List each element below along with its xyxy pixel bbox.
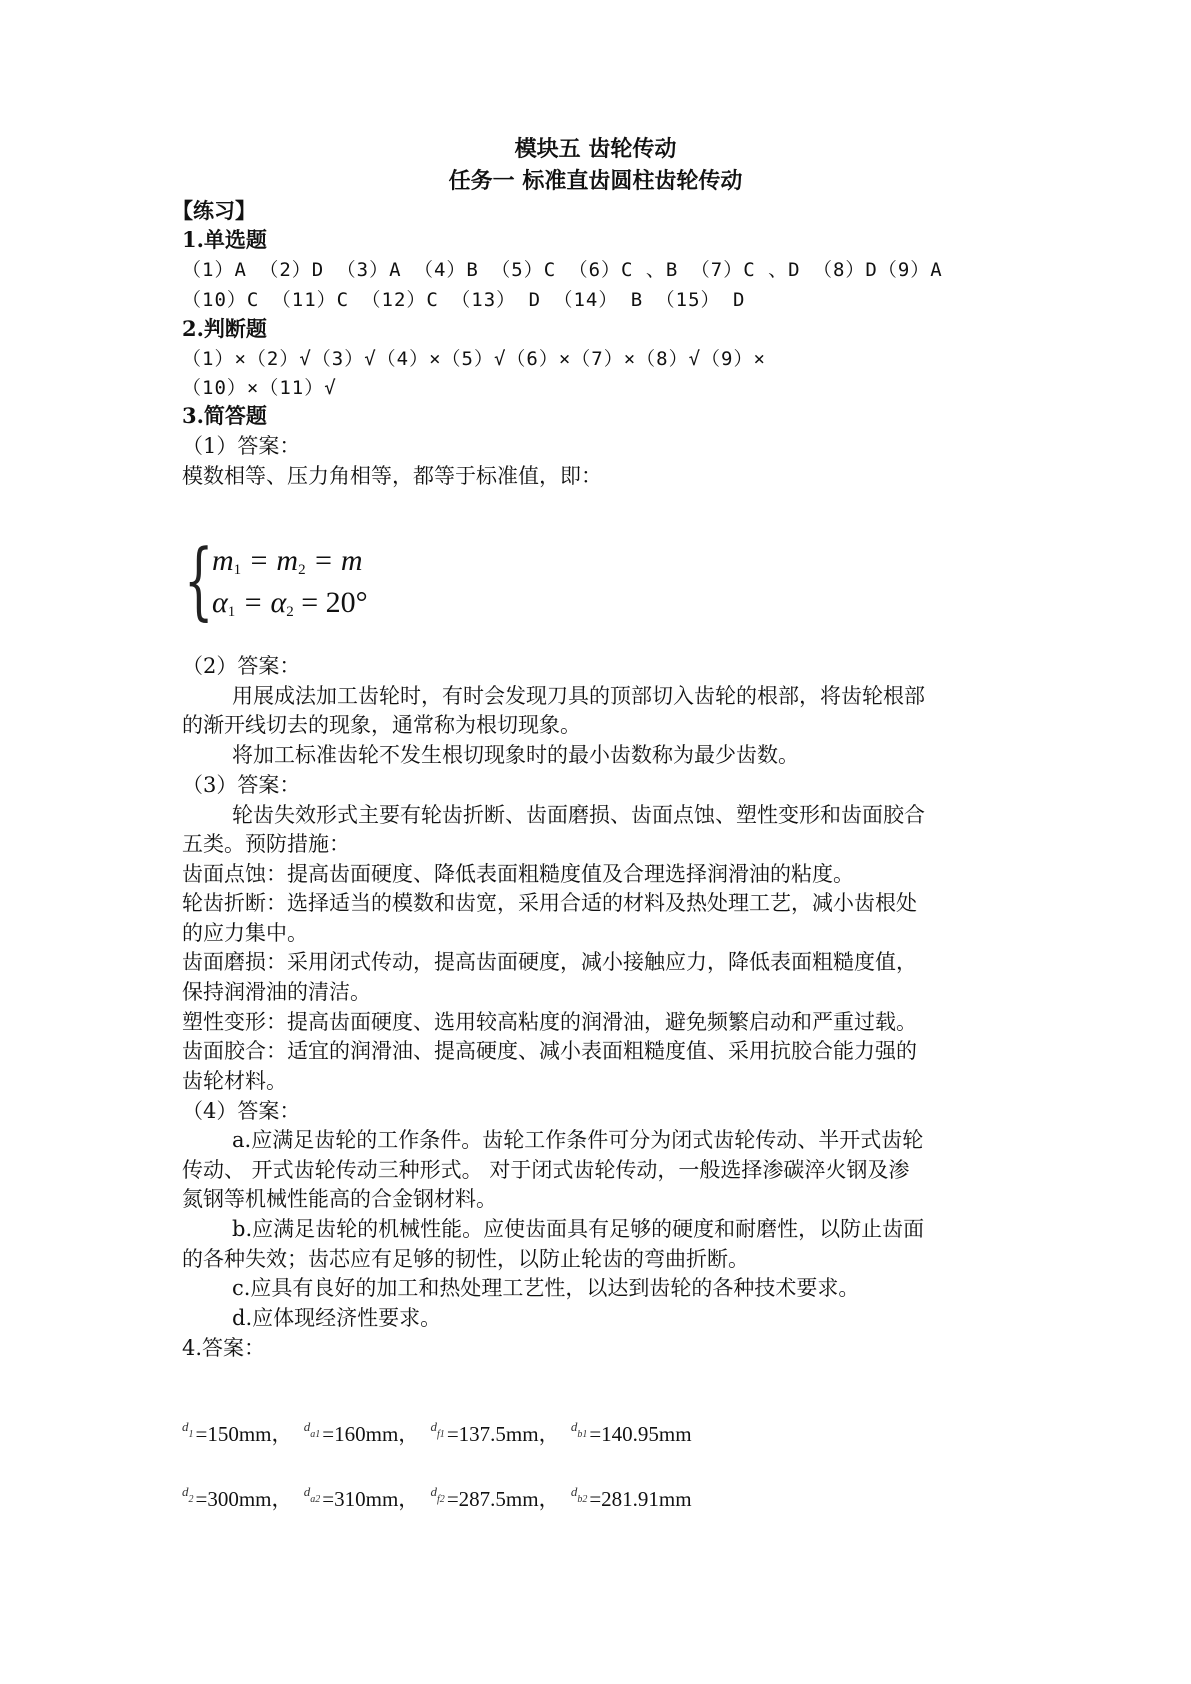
q4-b-line2: 的各种失效；齿芯应有足够的韧性，以防止轮齿的弯曲折断。 xyxy=(182,1247,749,1271)
q4-d: d.应体现经济性要求。 xyxy=(232,1306,442,1330)
equation-pressure-angle: $\alpha_1 = \alpha_2 = 20^\circ$ xyxy=(212,586,368,620)
q4-label: （4）答案： xyxy=(182,1099,301,1123)
equation-modulus: $m_1 = m_2 = m$ xyxy=(212,544,363,578)
q1-text: 模数相等、压力角相等，都等于标准值，即： xyxy=(182,464,602,488)
result-d1: $^d$1=150mm， xyxy=(182,1419,293,1446)
q4-a-line2: 传动、 开式齿轮传动三种形式。 对于闭式齿轮传动，一般选择渗碳淬火钢及渗 xyxy=(182,1158,910,1182)
result-db2: $^d$b2=281.91mm xyxy=(570,1484,692,1511)
q4-a-line3: 氮钢等机械性能高的合金钢材料。 xyxy=(182,1187,497,1211)
q4-b-line1: b.应满足齿轮的机械性能。应使齿面具有足够的硬度和耐磨性，以防止齿面 xyxy=(232,1217,925,1241)
results-row-2 xyxy=(182,1483,692,1513)
result-df1: $^d$f1=137.5mm， xyxy=(430,1419,560,1446)
q3-line4: 轮齿折断：选择适当的模数和齿宽，采用合适的材料及热处理工艺，减小齿根处 xyxy=(182,891,917,915)
q3-para1-line2: 五类。预防措施： xyxy=(182,832,350,856)
q3-line9: 齿面胶合：适宜的润滑油、提高硬度、减小表面粗糙度值、采用抗胶合能力强的 xyxy=(182,1039,917,1063)
practice-heading: 【练习】 xyxy=(172,198,256,223)
result-db1: $^d$b1=140.95mm xyxy=(570,1419,692,1446)
q3-para1-line1: 轮齿失效形式主要有轮齿折断、齿面磨损、齿面点蚀、塑性变形和齿面胶合 xyxy=(232,803,925,827)
q3-label: （3）答案： xyxy=(182,773,301,797)
q1-label: （1）答案： xyxy=(182,434,301,458)
result-da2: $^d$a2=310mm， xyxy=(303,1484,420,1511)
formula-equations xyxy=(182,531,382,629)
page-subtitle: 任务一 标准直齿圆柱齿轮传动 xyxy=(448,168,743,194)
q4-c: c.应具有良好的加工和热处理工艺性，以达到齿轮的各种技术要求。 xyxy=(232,1276,860,1300)
section1-answers-line1: （1）A （2）D （3）A （4）B （5）C （6）C 、B （7）C 、D （8）D（9）A xyxy=(182,259,943,281)
result-d2: $^d$2=300mm， xyxy=(182,1484,293,1511)
page-title: 模块五 齿轮传动 xyxy=(514,136,677,162)
q3-line7: 保持润滑油的清洁。 xyxy=(182,980,371,1004)
q2-para1-line1: 用展成法加工齿轮时，有时会发现刀具的顶部切入齿轮的根部，将齿轮根部 xyxy=(232,684,925,708)
section1-heading: 1.单选题 xyxy=(182,227,267,252)
q4-a-line1: a.应满足齿轮的工作条件。齿轮工作条件可分为闭式齿轮传动、半开式齿轮 xyxy=(232,1128,924,1152)
section2-answers-line2: （10）×（11）√ xyxy=(182,377,337,399)
section1-answers-line2: （10）C （11）C （12）C （13） D （14） B （15） D xyxy=(182,289,746,311)
left-brace: { xyxy=(184,531,214,629)
q3-line6: 齿面磨损：采用闭式传动，提高齿面硬度，减小接触应力，降低表面粗糙度值， xyxy=(182,950,917,974)
q3-line5: 的应力集中。 xyxy=(182,921,308,945)
q3-line10: 齿轮材料。 xyxy=(182,1069,287,1093)
q3-line8: 塑性变形：提高齿面硬度、选用较高粘度的润滑油，避免频繁启动和严重过载。 xyxy=(182,1010,917,1034)
q2-para1-line2: 的渐开线切去的现象，通常称为根切现象。 xyxy=(182,713,581,737)
results-row-1 xyxy=(182,1418,692,1448)
section2-heading: 2.判断题 xyxy=(182,316,267,341)
section4-heading: 4.答案： xyxy=(182,1336,266,1360)
result-da1: $^d$a1=160mm， xyxy=(303,1419,420,1446)
q3-line3: 齿面点蚀：提高齿面硬度、降低表面粗糙度值及合理选择润滑油的粘度。 xyxy=(182,862,854,886)
section3-heading: 3.简答题 xyxy=(182,403,267,428)
q2-label: （2）答案： xyxy=(182,654,301,678)
section2-answers-line1: （1）×（2）√（3）√（4）×（5）√（6）×（7）×（8）√（9）× xyxy=(182,348,766,370)
result-df2: $^d$f2=287.5mm， xyxy=(430,1484,560,1511)
q2-para2: 将加工标准齿轮不发生根切现象时的最小齿数称为最少齿数。 xyxy=(232,743,799,767)
